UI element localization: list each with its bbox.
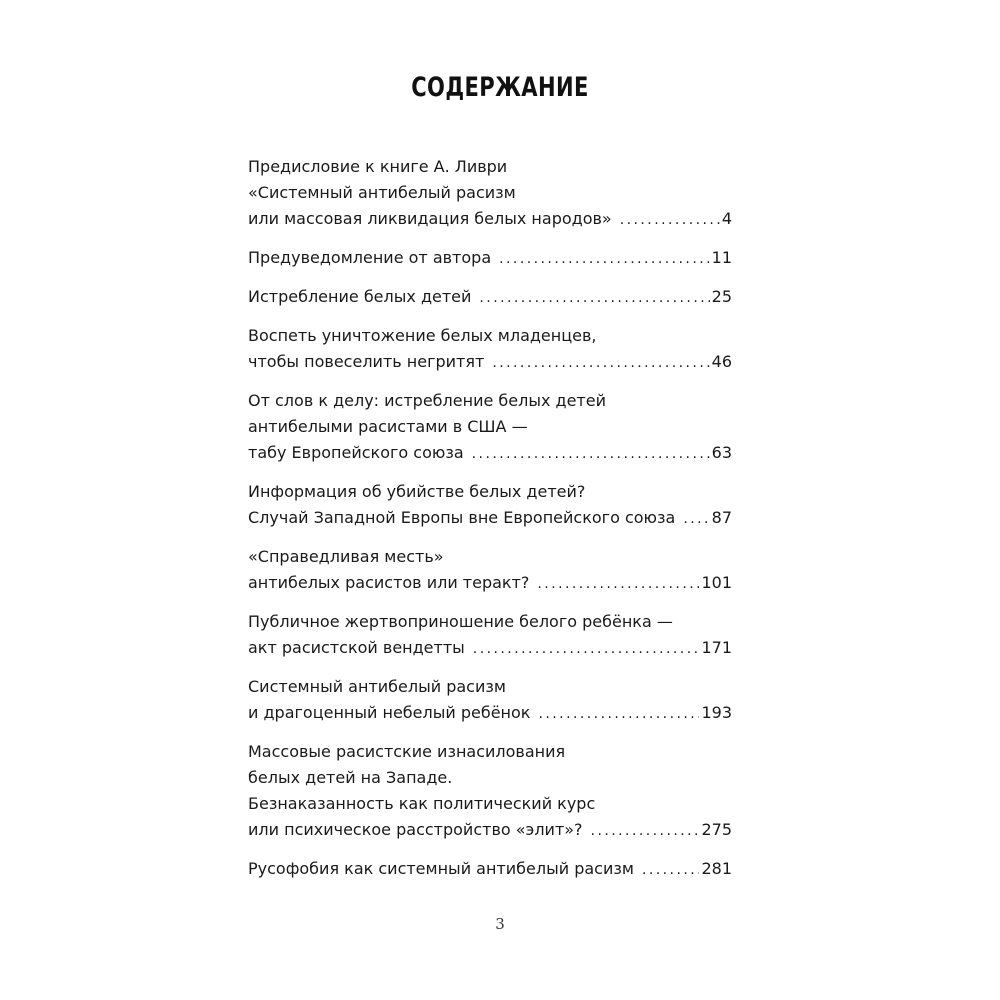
- toc-entry-title: акт расистской вендетты: [248, 638, 465, 657]
- dot-leader: [499, 246, 710, 272]
- dot-leader: [473, 636, 700, 662]
- toc-entry-title: Русофобия как системный антибелый расизм: [248, 859, 634, 878]
- toc-entry-page: 193: [701, 703, 732, 722]
- toc-entry-page: 63: [711, 443, 732, 462]
- toc-entry: [248, 245, 732, 271]
- toc-entry-page: 87: [711, 508, 732, 527]
- dot-leader: [472, 441, 710, 467]
- toc-entry-line: Публичное жертвоприношение белого ребёнка —: [248, 612, 673, 631]
- toc-entry-title: табу Европейского союза: [248, 443, 464, 462]
- dot-leader: [479, 285, 709, 311]
- toc-entry-last-line: [248, 284, 732, 310]
- toc-entry-last-line: [248, 856, 732, 882]
- toc-entry-title: чтобы повеселить негритят: [248, 352, 485, 371]
- toc-entry-page: 25: [711, 287, 732, 306]
- page-title: СОДЕРЖАНИЕ: [411, 72, 589, 103]
- dot-leader: [683, 506, 709, 532]
- dot-leader: [642, 857, 700, 883]
- toc-entry-title: или массовая ликвидация белых народов»: [248, 209, 612, 228]
- page-number: 3: [495, 915, 505, 933]
- toc-entry-last-line: [248, 635, 732, 661]
- toc-entry-line: Безнаказанность как политический курс: [248, 794, 596, 813]
- table-of-contents: [248, 154, 732, 882]
- toc-entry-title: Случай Западной Европы вне Европейского союза: [248, 508, 676, 527]
- dot-leader: [537, 571, 699, 597]
- toc-entry: [248, 154, 732, 232]
- dot-leader: [620, 207, 720, 233]
- toc-entry: [248, 388, 732, 466]
- toc-entry-line: Предисловие к книге А. Ливри: [248, 157, 508, 176]
- toc-entry-title: и драгоценный небелый ребёнок: [248, 703, 531, 722]
- toc-entry-page: 4: [721, 209, 732, 228]
- toc-entry: [248, 323, 732, 375]
- toc-entry: [248, 479, 732, 531]
- toc-entry-line: антибелыми расистами в США —: [248, 417, 528, 436]
- toc-entry: [248, 856, 732, 882]
- toc-entry-title: или психическое расстройство «элит»?: [248, 820, 583, 839]
- toc-entry-line: белых детей на Западе.: [248, 768, 453, 787]
- toc-entry-last-line: [248, 440, 732, 466]
- toc-entry-last-line: [248, 505, 732, 531]
- toc-entry-line: «Справедливая месть»: [248, 547, 444, 566]
- toc-entry-page: 46: [711, 352, 732, 371]
- toc-entry-line: Воспеть уничтожение белых младенцев,: [248, 326, 597, 345]
- toc-entry-last-line: [248, 349, 732, 375]
- toc-entry-line: Информация об убийстве белых детей?: [248, 482, 586, 501]
- toc-entry-last-line: [248, 206, 732, 232]
- toc-entry-last-line: [248, 570, 732, 596]
- toc-entry-page: 11: [711, 248, 732, 267]
- toc-entry-page: 101: [701, 573, 732, 592]
- toc-entry-last-line: [248, 700, 732, 726]
- toc-entry: [248, 544, 732, 596]
- toc-entry-title: Истребление белых детей: [248, 287, 472, 306]
- toc-entry: [248, 609, 732, 661]
- dot-leader: [591, 818, 700, 844]
- toc-entry: [248, 284, 732, 310]
- toc-entry-line: Системный антибелый расизм: [248, 677, 506, 696]
- dot-leader: [492, 350, 709, 376]
- toc-entry-line: «Системный антибелый расизм: [248, 183, 516, 202]
- toc-entry: [248, 739, 732, 843]
- dot-leader: [538, 701, 699, 727]
- toc-entry-last-line: [248, 817, 732, 843]
- toc-entry-title: Предуведомление от автора: [248, 248, 492, 267]
- toc-entry: [248, 674, 732, 726]
- toc-entry-title: антибелых расистов или теракт?: [248, 573, 530, 592]
- toc-entry-page: 171: [701, 638, 732, 657]
- toc-entry-page: 275: [701, 820, 732, 839]
- toc-entry-page: 281: [701, 859, 732, 878]
- toc-entry-line: От слов к делу: истребление белых детей: [248, 391, 606, 410]
- toc-entry-line: Массовые расистские изнасилования: [248, 742, 566, 761]
- toc-entry-last-line: [248, 245, 732, 271]
